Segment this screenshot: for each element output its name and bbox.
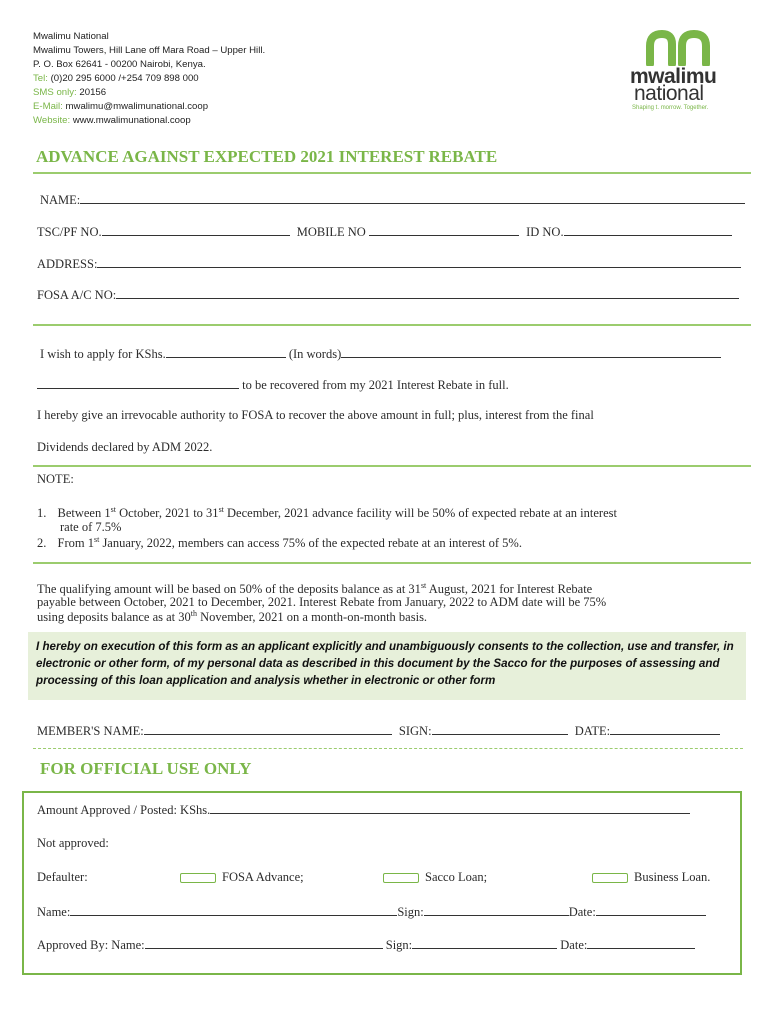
- qualifying-line-3: [37, 608, 752, 624]
- consent-box: [28, 632, 746, 700]
- qualifying-l3b: November, 2021 on a month-on-month basis.: [197, 610, 428, 625]
- approved-sign-label: Sign:: [385, 938, 413, 952]
- name-input-line[interactable]: [80, 192, 745, 204]
- official-name-input-line[interactable]: [70, 904, 397, 916]
- member-name-label: MEMBER'S NAME:: [37, 724, 144, 738]
- qualifying-l3sup: th: [190, 609, 198, 619]
- amount-approved-label: Amount Approved / Posted: KShs.: [37, 803, 211, 817]
- website-label: Website:: [33, 115, 71, 126]
- address-label: ADDRESS:: [37, 257, 98, 271]
- official-name-row[interactable]: [37, 904, 706, 920]
- website-value: www.mwalimunational.coop: [72, 115, 191, 126]
- note-item-1-b: October, 2021 to 31: [115, 506, 219, 521]
- amount-approved-input-line[interactable]: [210, 802, 690, 814]
- official-sign-label: Sign:: [397, 905, 424, 919]
- note-item-1-a: Between 1: [57, 506, 111, 521]
- consent-text: I hereby on execution of this form as an applicant explicitly and unambiguously consents to the collection, use and transfer, in electronic or other form, of my personal data as described in this document by the Sacco for the purposes of assessing and processing of this loan application and analysis whether in electronic or other form: [36, 640, 734, 687]
- logo-tagline: Shaping t. morrow. Together.: [632, 105, 709, 111]
- note-item-1-d: rate of 7.5%: [60, 520, 122, 535]
- org-name: Mwalimu National: [33, 31, 109, 42]
- sacco-loan-option[interactable]: [383, 870, 487, 885]
- cut-divider: [33, 748, 743, 749]
- qualifying-l1sup: st: [420, 581, 427, 590]
- org-po-box: P. O. Box 62641 - 00200 Nairobi, Kenya.: [33, 59, 206, 70]
- official-date-label: Date:: [568, 905, 596, 919]
- official-date-input-line[interactable]: [596, 904, 706, 916]
- note-heading: NOTE:: [37, 472, 74, 486]
- not-approved-label: Not approved:: [37, 836, 109, 850]
- note-item-1-sup2: st: [218, 505, 224, 514]
- org-email: [33, 100, 265, 114]
- tsc-input-line[interactable]: [102, 224, 290, 236]
- tsc-label: TSC/PF NO.: [37, 225, 102, 239]
- email-value: mwalimu@mwalimunational.coop: [65, 101, 209, 112]
- note-divider: [33, 465, 751, 467]
- note-item-2-sup: st: [93, 535, 100, 544]
- approved-by-row[interactable]: [37, 937, 695, 953]
- org-tel: [33, 72, 265, 86]
- logo-word-national: national: [634, 82, 704, 105]
- org-sms: [33, 86, 265, 100]
- tsc-field[interactable]: [37, 224, 732, 240]
- tel-label: Tel:: [33, 73, 48, 84]
- qualifying-l1a: The qualifying amount will be based on 50% of the deposits balance as at 31: [37, 582, 421, 597]
- address-field[interactable]: [37, 256, 741, 272]
- qualifying-l3a: using deposits balance as at 30: [37, 610, 191, 625]
- business-loan-label: Business Loan.: [634, 870, 711, 884]
- sms-label: SMS only:: [33, 87, 77, 98]
- note-item-2-b: January, 2022, members can access 75% of the expected rebate at an interest of 5%.: [99, 536, 522, 551]
- logo-word-mwalimu: mwalimu: [630, 65, 717, 88]
- note-item-2-a: From 1: [57, 536, 94, 551]
- address-input-line[interactable]: [97, 256, 741, 268]
- approved-date-input-line[interactable]: [587, 937, 695, 949]
- name-field[interactable]: [40, 192, 745, 208]
- qualifying-line-2: payable between October, 2021 to December, 2021. Interest Rebate from January, 2022 to ADM date will be 75%: [37, 594, 607, 609]
- email-label: E-Mail:: [33, 101, 63, 112]
- fosa-advance-checkbox[interactable]: [180, 873, 216, 883]
- qualifying-line-1: [37, 580, 752, 596]
- dividends-text: Dividends declared by ADM 2022.: [37, 440, 213, 454]
- mobile-input-line[interactable]: [369, 224, 519, 236]
- business-loan-option[interactable]: [592, 870, 710, 885]
- recovered-text: to be recovered from my 2021 Interest Rebate in full.: [242, 378, 509, 392]
- apply-label: I wish to apply for KShs.: [40, 347, 166, 361]
- mwalimu-logo: [628, 30, 738, 120]
- official-name-label: Name:: [37, 905, 71, 919]
- fosa-advance-label: FOSA Advance;: [222, 870, 304, 884]
- recovered-field[interactable]: [37, 377, 509, 393]
- title-divider: [33, 172, 751, 174]
- sacco-loan-checkbox[interactable]: [383, 873, 419, 883]
- note-item-1: [37, 503, 747, 534]
- apply-field[interactable]: [40, 346, 721, 362]
- note-item-1-sup1: st: [110, 505, 116, 514]
- member-date-input-line[interactable]: [610, 723, 720, 735]
- form-title: ADVANCE AGAINST EXPECTED 2021 INTEREST REBATE: [36, 147, 498, 166]
- note-item-1-num: 1.: [37, 506, 47, 521]
- mobile-label: MOBILE NO: [296, 225, 366, 239]
- amount-words-continued-line[interactable]: [37, 377, 239, 389]
- approved-date-label: Date:: [560, 938, 588, 952]
- amount-input-line[interactable]: [166, 346, 286, 358]
- approved-sign-input-line[interactable]: [412, 937, 557, 949]
- fosa-label: FOSA A/C NO:: [37, 288, 117, 302]
- id-input-line[interactable]: [564, 224, 732, 236]
- member-sign-input-line[interactable]: [432, 723, 568, 735]
- member-signature-row[interactable]: [37, 723, 720, 739]
- official-heading: FOR OFFICIAL USE ONLY: [40, 759, 252, 778]
- in-words-label: (In words): [288, 347, 342, 361]
- qualifying-text: [37, 580, 752, 624]
- note-item-2-num: 2.: [37, 536, 47, 551]
- org-website: [33, 114, 265, 128]
- business-loan-checkbox[interactable]: [592, 873, 628, 883]
- fosa-field[interactable]: [37, 287, 739, 303]
- id-label: ID NO.: [526, 225, 564, 239]
- member-date-label: DATE:: [574, 724, 611, 738]
- approved-by-input-line[interactable]: [145, 937, 383, 949]
- member-name-input-line[interactable]: [144, 723, 392, 735]
- authority-text: I hereby give an irrevocable authority to FOSA to recover the above amount in full; plus, interest from the final: [37, 408, 594, 422]
- qualifying-divider: [33, 562, 751, 564]
- amount-words-input-line[interactable]: [341, 346, 721, 358]
- section-divider: [33, 324, 751, 326]
- org-address: Mwalimu Towers, Hill Lane off Mara Road – Upper Hill.: [33, 45, 266, 56]
- member-sign-label: SIGN:: [398, 724, 432, 738]
- tel-value: (0)20 295 6000 /+254 709 898 000: [50, 73, 199, 84]
- sms-value: 20156: [79, 87, 107, 98]
- sacco-loan-label: Sacco Loan;: [425, 870, 488, 884]
- qualifying-l1b: August, 2021 for Interest Rebate: [426, 582, 593, 597]
- approved-by-label: Approved By: Name:: [37, 938, 145, 952]
- logo-mark-icon: [644, 30, 724, 66]
- org-header: [33, 30, 265, 128]
- fosa-input-line[interactable]: [116, 287, 739, 299]
- defaulter-label: Defaulter:: [37, 870, 88, 884]
- note-item-2: [37, 535, 522, 551]
- official-sign-input-line[interactable]: [424, 904, 569, 916]
- fosa-advance-option[interactable]: [180, 870, 304, 885]
- name-label: NAME:: [40, 193, 81, 207]
- note-item-1-c: December, 2021 advance facility will be 50% of expected rebate at an interest: [223, 506, 617, 521]
- amount-approved-field[interactable]: [37, 802, 690, 818]
